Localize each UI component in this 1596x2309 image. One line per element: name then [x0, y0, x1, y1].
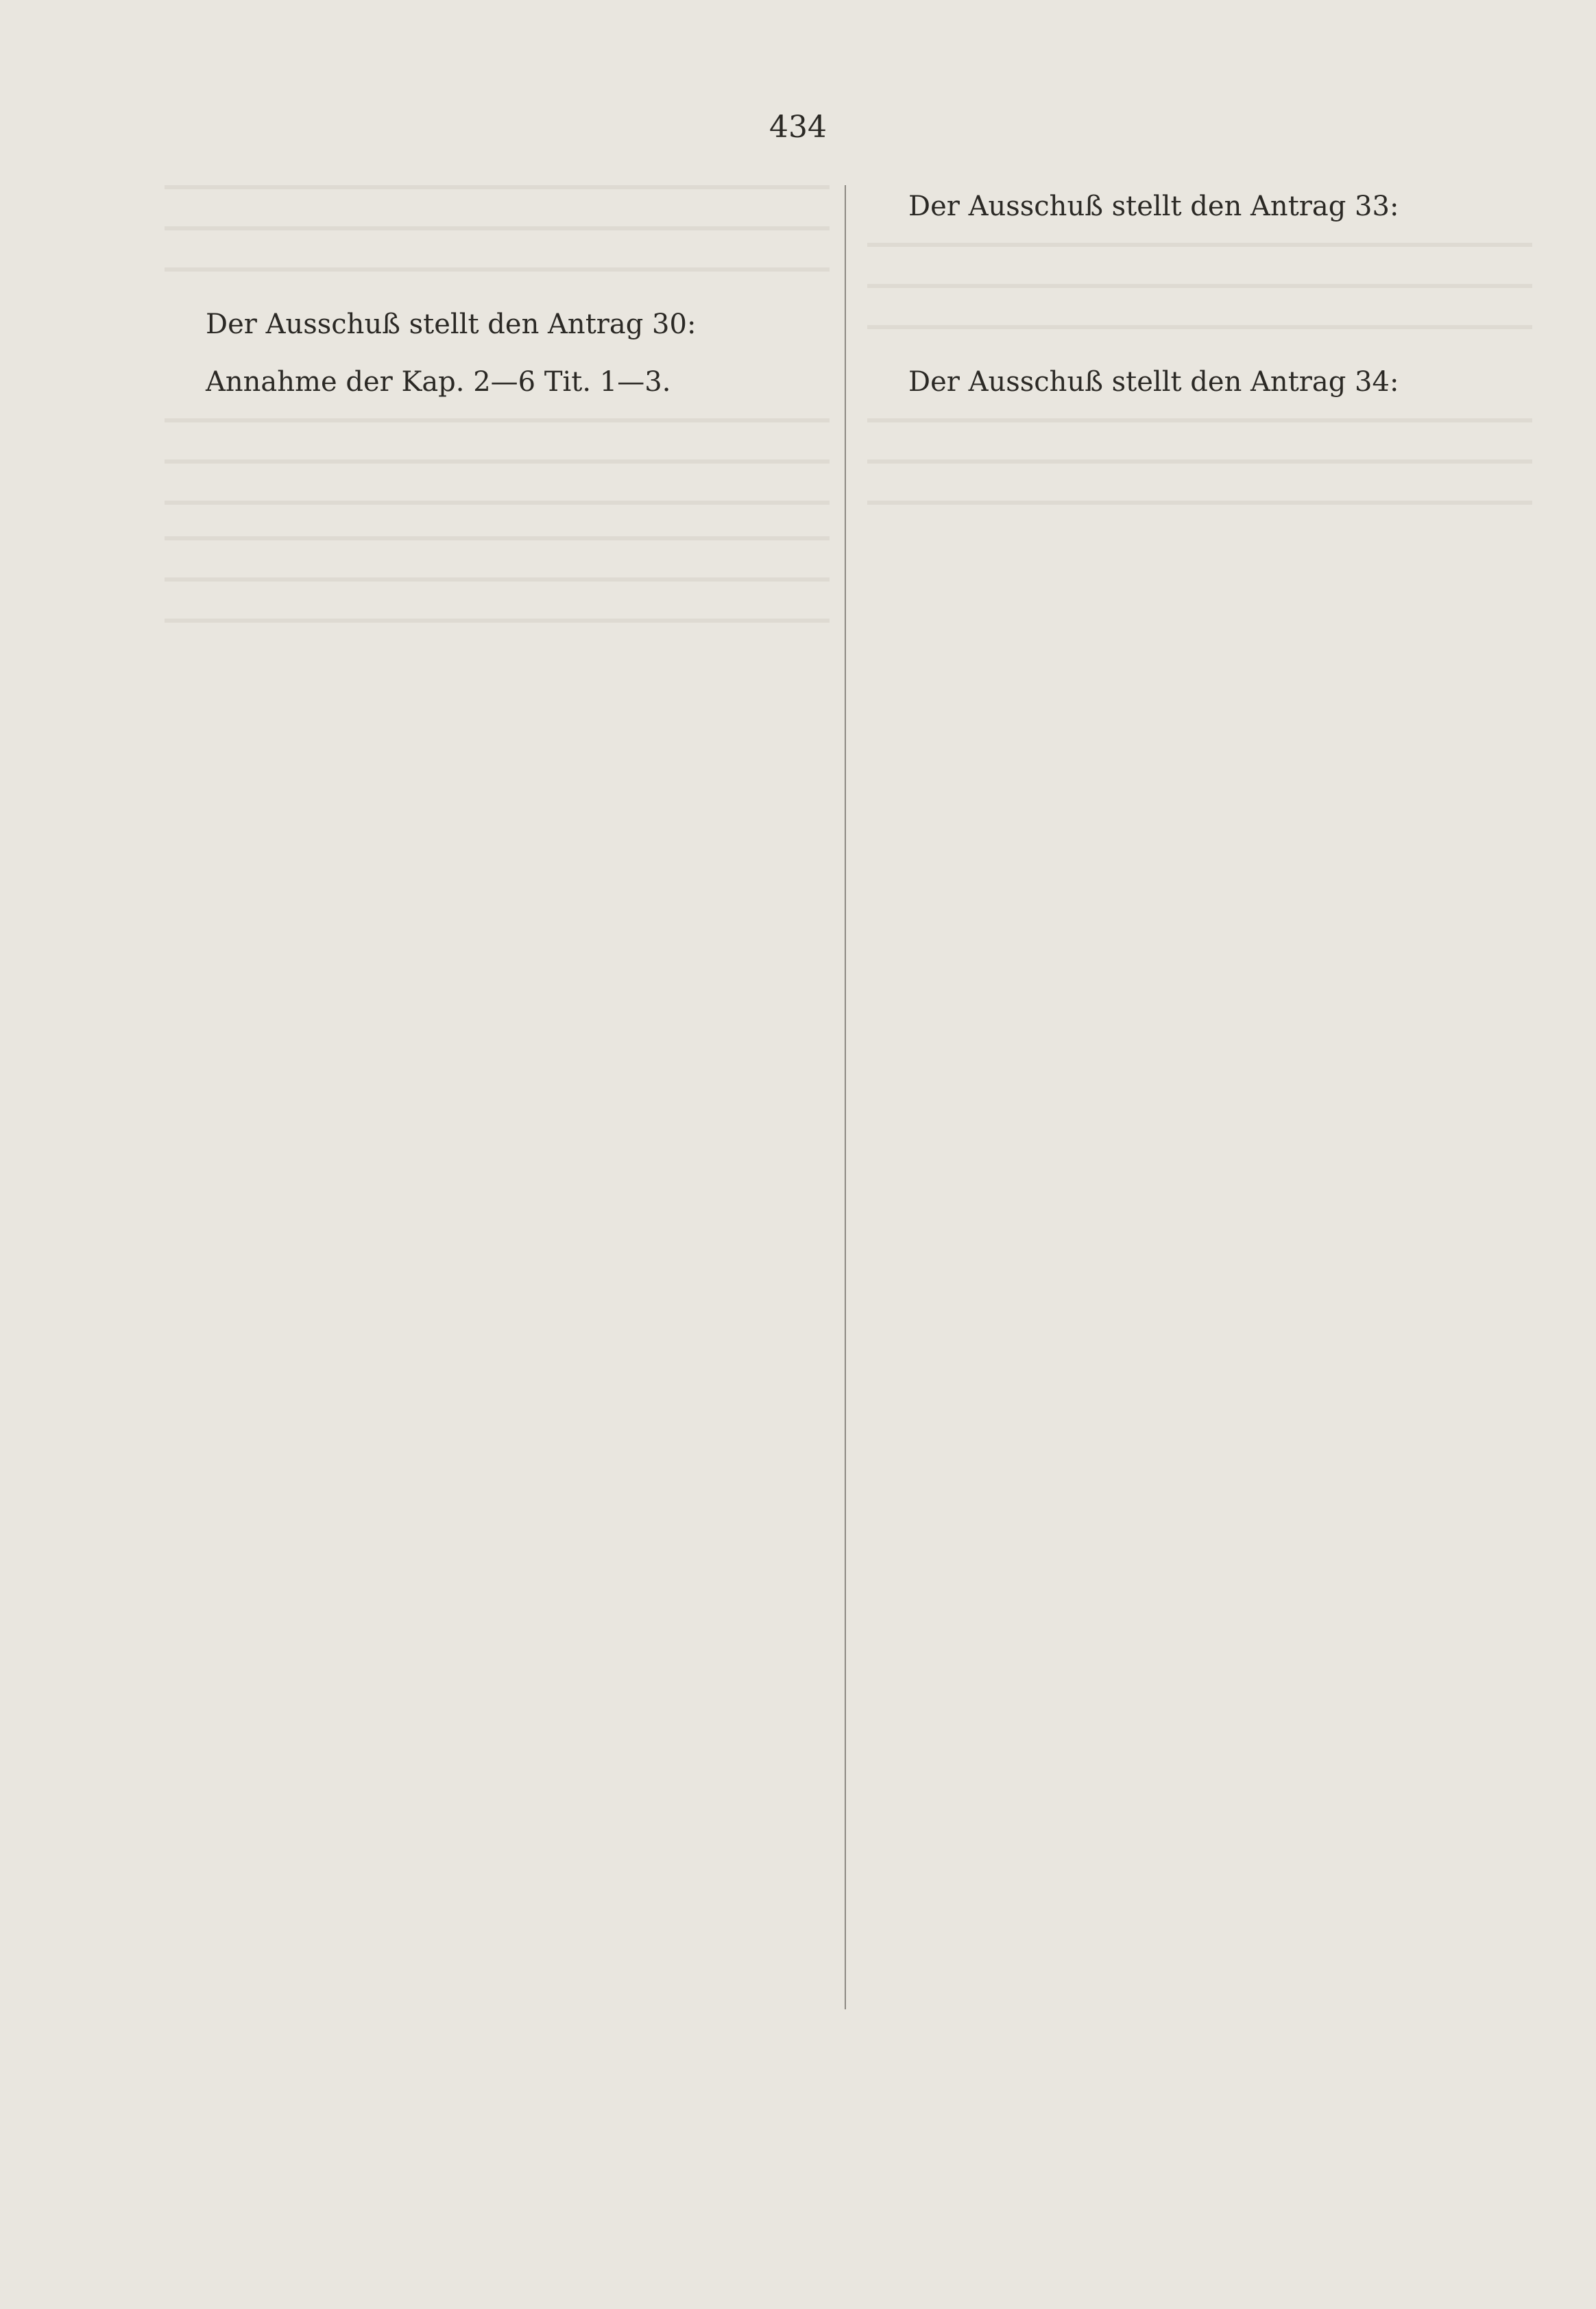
motion-heading: Der Ausschuß stellt den Antrag 30: [206, 309, 697, 340]
untranscribed-paragraph [867, 418, 1532, 521]
untranscribed-paragraph [165, 185, 830, 288]
right-column [867, 185, 1532, 536]
motion-heading: Der Ausschuß stellt den Antrag 34: [908, 366, 1399, 398]
untranscribed-paragraph [165, 418, 830, 521]
untranscribed-paragraph [165, 536, 830, 639]
motion-text: Annahme der Kap. 2—6 Tit. 1—3. [206, 366, 671, 398]
left-column [165, 185, 830, 654]
motion-heading: Der Ausschuß stellt den Antrag 33: [908, 191, 1399, 222]
column-divider [845, 185, 846, 2009]
page-number: 434 [769, 110, 827, 145]
untranscribed-paragraph [867, 243, 1532, 346]
